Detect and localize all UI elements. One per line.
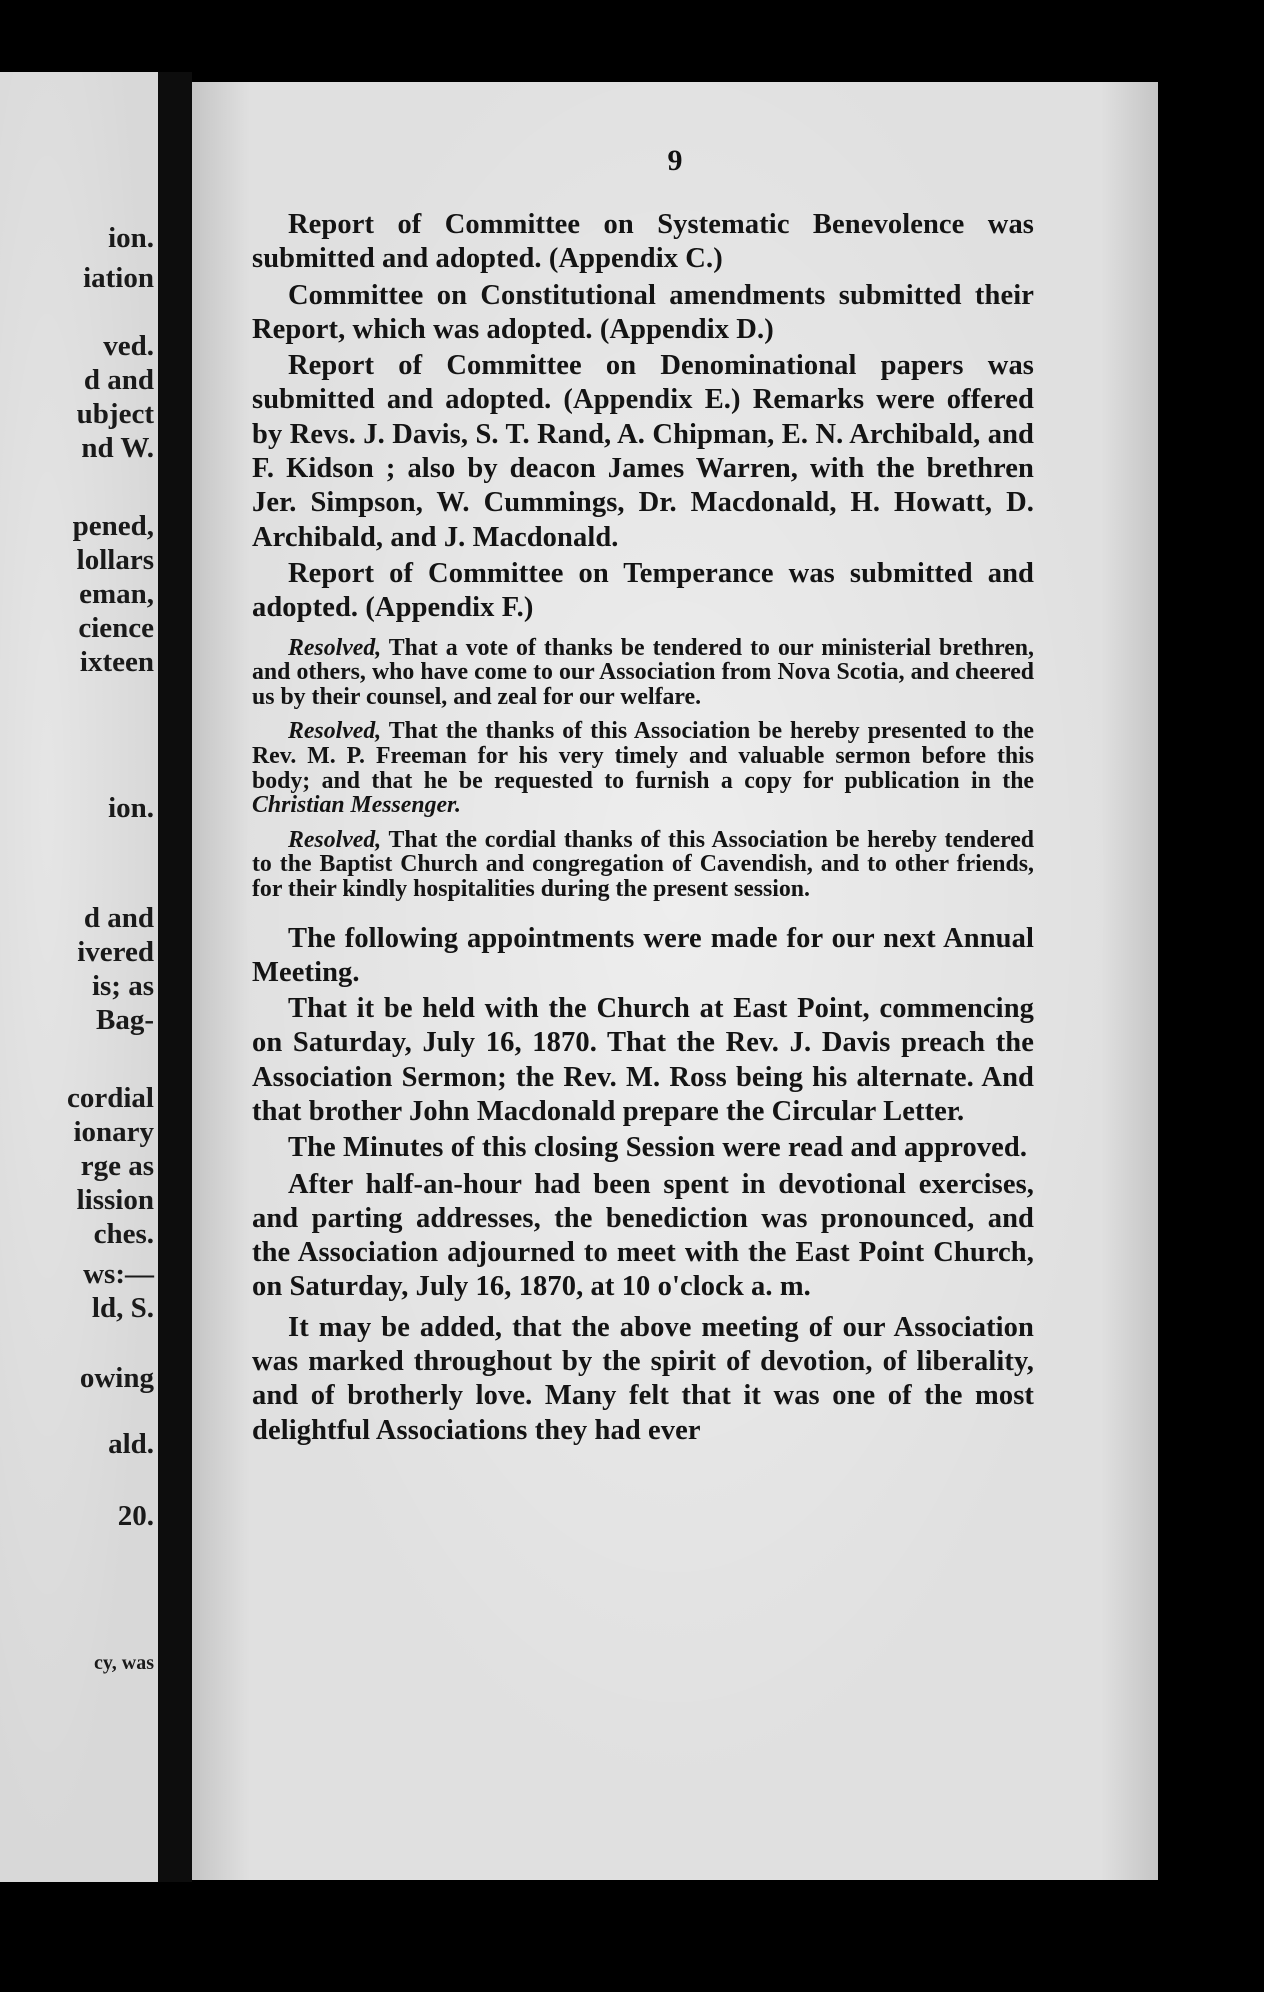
left-fragment: nd W.	[81, 432, 154, 464]
left-fragment: cy, was	[94, 1652, 154, 1674]
paragraph-minutes-approved: The Minutes of this closing Session were read and approved.	[288, 1132, 1028, 1164]
left-fragment: lollars	[76, 544, 154, 576]
left-fragment: pened,	[72, 510, 154, 542]
left-fragment: ved.	[103, 330, 154, 362]
paragraph-appointments-details: That it be held with the Church at East Point, commencing on Saturday, July 16, 1870. That the Rev. J. Davis preach the Association Sermon; the Rev. M. Ross being his alternate. And that brother John Macdonald prepare the Circular Letter.	[252, 993, 1034, 1127]
resolution-lead: Resolved,	[288, 718, 382, 745]
resolution-text: That the thanks of this Association be hereby presented to the Rev. M. P. Freeman for his very timely and valuable sermon before this body; and that he be requested to furnish a copy for publication in the	[252, 718, 1034, 794]
paragraph-benevolence-report: Report of Committee on Systematic Benevolence was submitted and adopted. (Appendix C.)	[252, 209, 1034, 275]
left-fragment: d and	[83, 364, 154, 396]
paragraph-appointments-intro: The following appointments were made for our next Annual Meeting.	[252, 922, 1034, 988]
book-gutter	[158, 72, 192, 1882]
paragraph-closing-remarks: It may be added, that the above meeting of our Association was marked throughout by the spirit of devotion, of liberality, and of brotherly love. Many felt that it was one of the most delightful Associations they had ever	[252, 1311, 1034, 1446]
left-fragment: ws:—	[83, 1258, 154, 1290]
left-fragment: iation	[83, 262, 154, 294]
resolution-thanks-freeman	[252, 719, 1034, 817]
left-fragment: ald.	[108, 1428, 154, 1460]
left-fragment: ld, S.	[91, 1292, 154, 1324]
paragraph-adjournment: After half-an-hour had been spent in devotional exercises, and parting addresses, the benediction was pronounced, and the Association adjourned to meet with the East Point Church, on Saturday, July 16, 1870, at 10 o'clock a. m.	[252, 1168, 1034, 1303]
publication-title: Christian Messenger.	[252, 792, 461, 819]
left-fragment: Bag-	[96, 1004, 154, 1036]
left-fragment: ubject	[76, 398, 154, 430]
resolution-thanks-cavendish	[252, 828, 1034, 902]
paragraph-denominational-papers: Report of Committee on Denominational papers was submitted and adopted. (Appendix E.) Remarks were offered by Revs. J. Davis, S. T. Rand, A. Chipman, E. N. Archibald, and F. Kidson ; also by deacon James Warren, with the brethren Jer. Simpson, W. Cummings, Dr. Macdonald, H. Howatt, D. Archibald, and J. Macdonald.	[252, 350, 1034, 553]
left-fragment: cience	[78, 612, 154, 644]
scan-border	[0, 1882, 1264, 1992]
page-number: 9	[667, 144, 683, 177]
left-fragment: owing	[79, 1362, 154, 1394]
left-fragment: 20.	[117, 1500, 154, 1532]
left-fragment: ion.	[108, 792, 154, 824]
page-body	[252, 208, 1034, 1450]
left-fragment: lission	[76, 1184, 154, 1216]
left-fragment: ches.	[93, 1218, 154, 1250]
left-fragment: d and	[83, 902, 154, 934]
left-fragment: cordial	[67, 1082, 154, 1114]
left-fragment: ionary	[73, 1116, 154, 1148]
resolution-lead: Resolved,	[288, 634, 382, 661]
left-fragment: eman,	[79, 578, 154, 610]
paragraph-constitutional-amendments: Committee on Constitutional amendments submitted their Report, which was adopted. (Appendix D.)	[252, 279, 1034, 345]
left-fragment: ion.	[108, 222, 154, 254]
left-fragment: rge as	[80, 1150, 154, 1182]
left-fragment: is; as	[91, 970, 154, 1002]
left-fragment: ixteen	[79, 646, 154, 678]
resolution-lead: Resolved,	[288, 826, 382, 853]
left-fragment: ivered	[77, 936, 154, 968]
paragraph-temperance-report: Report of Committee on Temperance was submitted and adopted. (Appendix F.)	[252, 557, 1034, 624]
document-page	[192, 82, 1158, 1880]
resolution-thanks-brethren	[252, 636, 1034, 710]
previous-page-strip	[0, 72, 158, 1882]
resolution-text: That the cordial thanks of this Association be hereby tendered to the Baptist Church and congregation of Cavendish, and to other friends, for their kindly hospitalities during the present session.	[252, 826, 1034, 902]
resolution-text: That a vote of thanks be tendered to our ministerial brethren, and others, who have come to our Association from Nova Scotia, and cheered us by their counsel, and zeal for our welfare.	[252, 634, 1034, 710]
